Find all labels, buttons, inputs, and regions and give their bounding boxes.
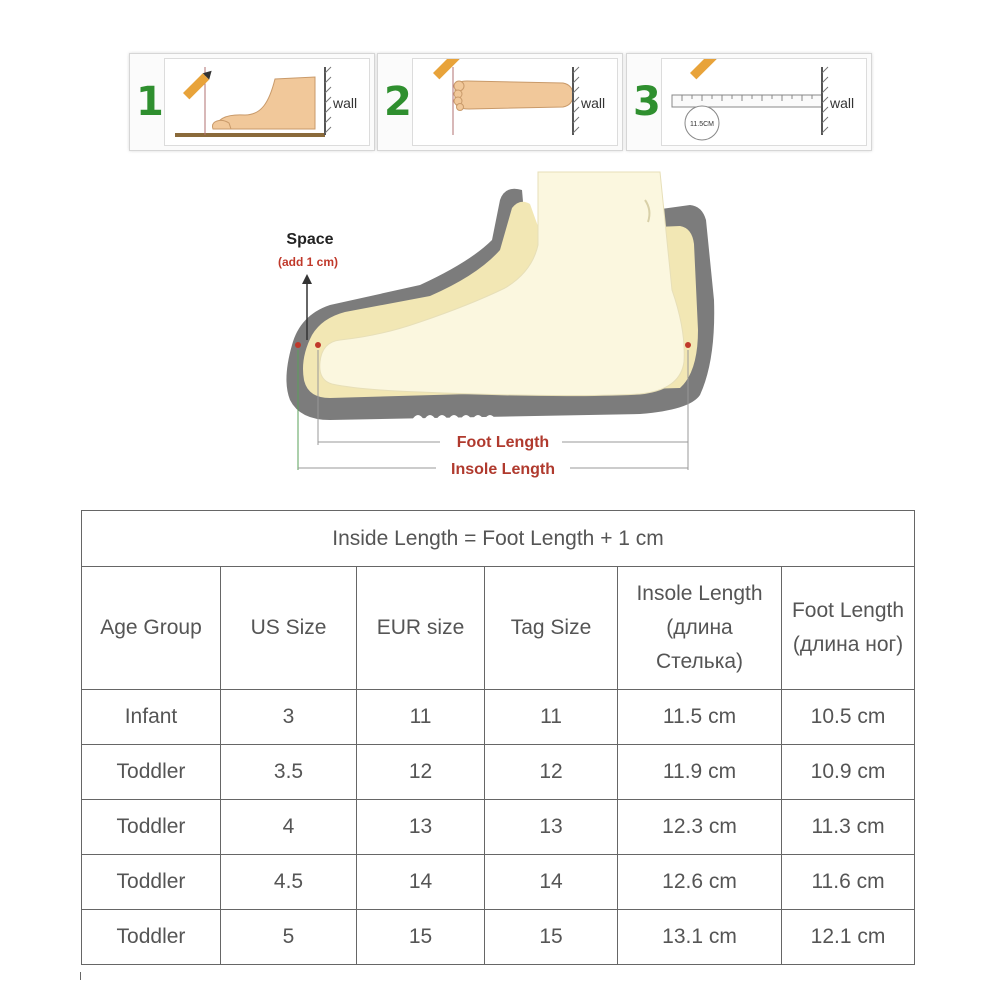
- table-row: [82, 690, 915, 745]
- cell-age-group: Toddler: [82, 855, 221, 910]
- step-number: 3: [633, 79, 661, 125]
- step-illustration: [661, 58, 867, 146]
- table-header-row: [82, 567, 915, 690]
- cell-foot-length: 11.6 cm: [782, 855, 915, 910]
- space-note: (add 1 cm): [277, 255, 339, 269]
- ruler-reading: 11.5CM: [690, 121, 714, 128]
- cell-foot-length: 10.5 cm: [782, 690, 915, 745]
- toe-marker: [315, 342, 321, 348]
- cell-tag-size: 12: [485, 745, 618, 800]
- cell-us-size: 3: [221, 690, 357, 745]
- cell-tag-size: 14: [485, 855, 618, 910]
- space-label: Space: [286, 231, 334, 248]
- table-row: [82, 745, 915, 800]
- cell-tag-size: 11: [485, 690, 618, 745]
- shoe-fit-diagram: [0, 160, 1000, 500]
- header-foot-length: [782, 567, 915, 690]
- edge-tick-mark: [80, 972, 81, 980]
- size-chart-table: [81, 510, 915, 965]
- cell-insole-length: 12.3 cm: [618, 800, 782, 855]
- cell-age-group: Toddler: [82, 800, 221, 855]
- cell-us-size: 3.5: [221, 745, 357, 800]
- cell-insole-length: 11.5 cm: [618, 690, 782, 745]
- header-insole-length-ru: (длина Стелька): [655, 616, 744, 673]
- cell-foot-length: 10.9 cm: [782, 745, 915, 800]
- step-panel-2: [377, 53, 623, 151]
- header-foot-length-en: Foot Length: [791, 599, 905, 622]
- cell-tag-size: 13: [485, 800, 618, 855]
- step-number: 1: [136, 79, 164, 125]
- header-eur-size: EUR size: [357, 567, 485, 690]
- step-illustration: [164, 58, 370, 146]
- cell-eur-size: 12: [357, 745, 485, 800]
- step-panel-3: [626, 53, 872, 151]
- table-row: [82, 910, 915, 965]
- cell-age-group: Infant: [82, 690, 221, 745]
- cell-eur-size: 11: [357, 690, 485, 745]
- cell-insole-length: 11.9 cm: [618, 745, 782, 800]
- cell-insole-length: 12.6 cm: [618, 855, 782, 910]
- wall-label: wall: [830, 95, 855, 111]
- table-row: [82, 855, 915, 910]
- wall-label: wall: [581, 95, 606, 111]
- header-tag-size: Tag Size: [485, 567, 618, 690]
- cell-age-group: Toddler: [82, 910, 221, 965]
- cell-us-size: 4.5: [221, 855, 357, 910]
- cell-tag-size: 15: [485, 910, 618, 965]
- space-marker: [295, 342, 301, 348]
- cell-eur-size: 15: [357, 910, 485, 965]
- wall-label: wall: [333, 95, 358, 111]
- header-age-group: Age Group: [82, 567, 221, 690]
- header-foot-length-ru: (длина ног): [792, 633, 904, 656]
- step-illustration: [412, 58, 618, 146]
- cell-us-size: 4: [221, 800, 357, 855]
- header-insole-length: [618, 567, 782, 690]
- cell-insole-length: 13.1 cm: [618, 910, 782, 965]
- cell-foot-length: 11.3 cm: [782, 800, 915, 855]
- cell-eur-size: 14: [357, 855, 485, 910]
- table-row: [82, 800, 915, 855]
- step-panel-1: [129, 53, 375, 151]
- cell-foot-length: 12.1 cm: [782, 910, 915, 965]
- heel-marker: [685, 342, 691, 348]
- cell-us-size: 5: [221, 910, 357, 965]
- cell-eur-size: 13: [357, 800, 485, 855]
- header-us-size: US Size: [221, 567, 357, 690]
- table-caption: Inside Length = Foot Length + 1 cm: [82, 511, 915, 567]
- cell-age-group: Toddler: [82, 745, 221, 800]
- insole-length-label: Insole Length: [451, 461, 555, 478]
- step-number: 2: [384, 79, 412, 125]
- foot-length-label: Foot Length: [456, 434, 550, 451]
- header-insole-length-en: Insole Length: [636, 582, 763, 605]
